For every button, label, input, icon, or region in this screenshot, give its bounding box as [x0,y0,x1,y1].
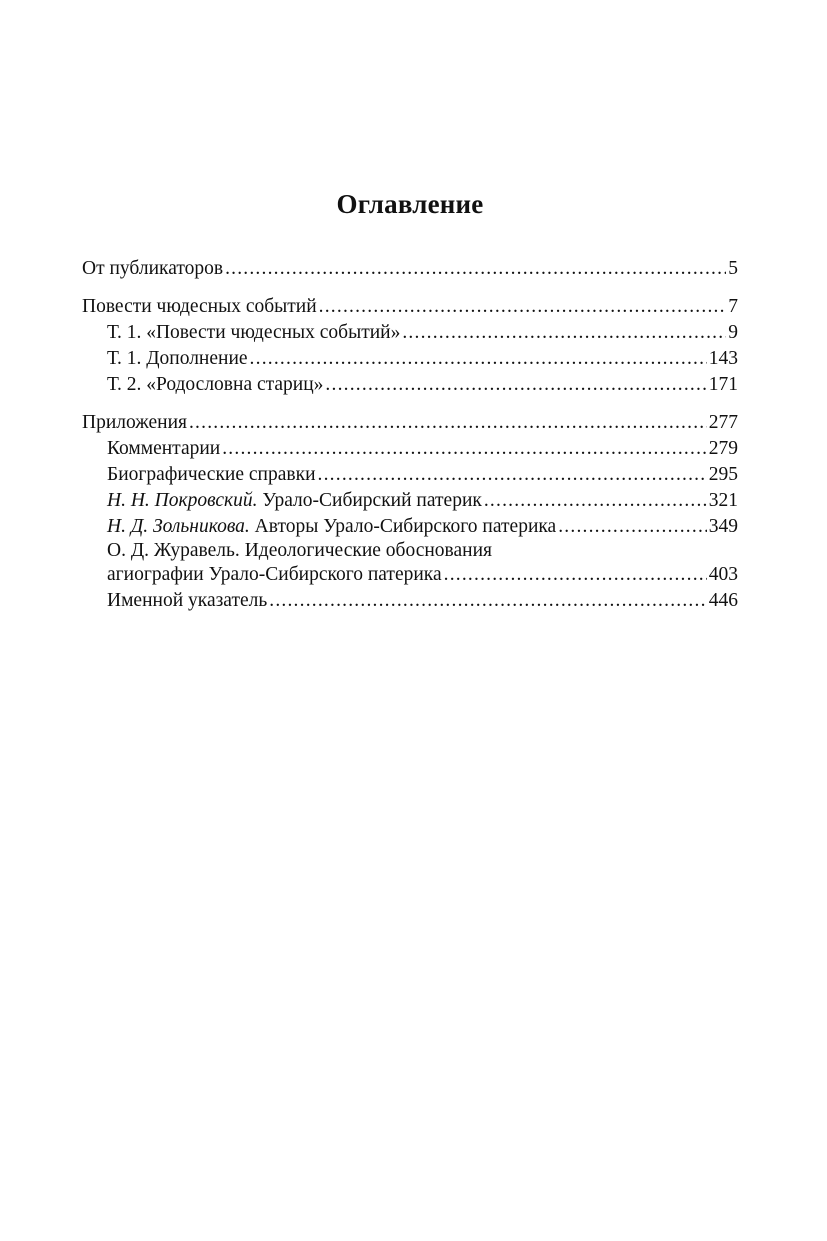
toc-entry-commentary [82,436,738,462]
dot-leader [269,588,707,614]
toc-entry-text: Комментарии [107,438,221,459]
toc-entry-text: агиографии Урало-Сибирского патерика [107,564,442,585]
dot-leader [319,294,727,320]
toc-page-number: 143 [708,348,738,369]
toc-entry-bio [82,462,738,488]
dot-leader [444,562,707,588]
dot-leader [484,488,707,514]
toc-entry-title: Урало-Сибирский патерик [262,490,482,511]
toc-entry-zolnikova [82,514,738,540]
toc-page-number: 446 [708,590,738,611]
dot-leader [222,436,707,462]
toc-entry-author: Н. Н. Покровский. [107,490,258,511]
toc-entry-t2-genealogy [82,372,738,398]
toc-page-number: 295 [708,464,738,485]
toc-page-number: 171 [708,374,738,395]
toc-entry-tales [82,294,738,320]
toc-entry-text: Приложения [82,412,187,433]
toc-entry-text: Т. 2. «Родословна стариц» [107,374,324,395]
toc-entry-pokrovsky [82,488,738,514]
toc-entry-text: Именной указатель [107,590,268,611]
dot-leader [250,346,707,372]
toc-entry-text: Повести чюдесных событий [82,296,317,317]
toc-entry-t1-addition [82,346,738,372]
toc-entry-text: Т. 1. «Повести чюдесных событий» [107,322,401,343]
toc-entry-author: Н. Д. Зольникова. [107,516,250,537]
toc-entry-title: Идеологические обоснования [244,540,492,561]
toc-page-number: 277 [708,412,738,433]
dot-leader [325,372,706,398]
toc-entry-text [107,514,556,540]
toc-page-number: 349 [708,516,738,537]
toc-entry-text: Биографические справки [107,464,316,485]
toc-entry-text [107,488,482,514]
toc-page-number: 403 [708,564,738,585]
toc-page-number: 7 [728,296,738,317]
toc-page-number: 279 [708,438,738,459]
toc-entry-second-line [107,562,738,588]
toc-page-number: 9 [728,322,738,343]
toc-entry-appendices [82,410,738,436]
dot-leader [189,410,707,436]
table-of-contents [82,256,738,614]
dot-leader [318,462,707,488]
toc-entry-author: О. Д. Журавель. [107,540,240,561]
toc-entry-text: Т. 1. Дополнение [107,348,248,369]
toc-entry-publishers [82,256,738,282]
toc-entry-text: От публикаторов [82,258,224,279]
toc-entry-index [82,588,738,614]
toc-entry-t1-tales [82,320,738,346]
toc-entry-title: Авторы Урало-Сибирского патерика [254,516,557,537]
toc-entry-first-line [107,540,738,562]
page-title: Оглавление [336,189,484,219]
toc-page-number: 5 [728,258,738,279]
dot-leader [558,514,707,540]
dot-leader [402,320,726,346]
toc-entry-zhuravel [82,540,738,588]
toc-page-number: 321 [708,490,738,511]
dot-leader [225,256,726,282]
